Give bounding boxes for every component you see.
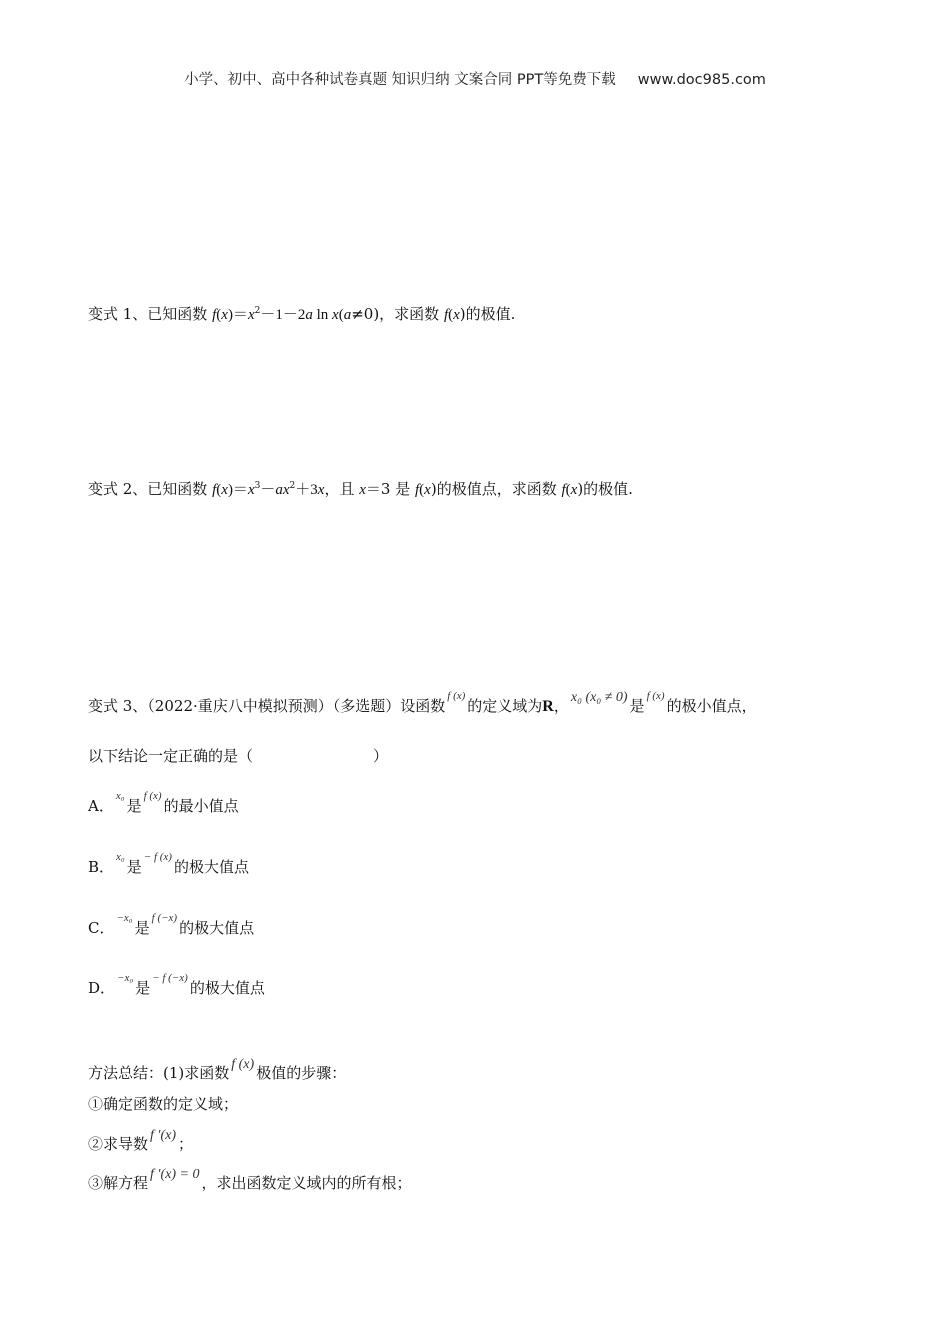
v2-f1: f bbox=[212, 482, 217, 498]
v3-fx2-formula: f (x) bbox=[646, 690, 665, 702]
header-text: 小学、初中、高中各种试卷真题 知识归纳 文案合同 PPT等免费下载 bbox=[184, 72, 616, 88]
v3-x0-formula: x₀ (x₀ ≠ 0) bbox=[570, 690, 628, 705]
v2-eq: )＝ bbox=[227, 482, 248, 498]
v1-a2: a bbox=[343, 307, 352, 323]
v2-p2: ( bbox=[419, 482, 425, 498]
v2-x2: x bbox=[247, 482, 255, 498]
option-a-m1: x₀ bbox=[115, 790, 125, 802]
option-d-letter: D． bbox=[88, 979, 116, 997]
method-l3-prefix: ②求导数 bbox=[88, 1135, 149, 1153]
v3-close: ） bbox=[373, 747, 389, 765]
method-line-2 bbox=[88, 1093, 238, 1115]
v2-x7: x bbox=[570, 482, 578, 498]
method-line-3 bbox=[88, 1128, 194, 1157]
option-c bbox=[88, 912, 255, 941]
v2-sup2: 2 bbox=[289, 481, 296, 491]
method-l4-prefix: ③解方程 bbox=[88, 1174, 149, 1192]
page-header bbox=[0, 68, 950, 89]
v1-p2: ( bbox=[338, 307, 344, 323]
option-d-m1: −x₀ bbox=[117, 972, 134, 984]
option-b-letter: B． bbox=[88, 858, 115, 876]
v2-prefix: 变式 2、已知函数 bbox=[88, 480, 213, 498]
v1-end: )的极值. bbox=[459, 305, 516, 323]
v1-ln: ln bbox=[312, 307, 333, 323]
v3-prefix: 变式 3、（2022·重庆八中模拟预测）（多选题）设函数 bbox=[88, 697, 446, 715]
v3-is: 是 bbox=[629, 697, 645, 715]
v2-end: )的极值. bbox=[577, 480, 633, 498]
v2-p1: ( bbox=[216, 482, 222, 498]
v1-x2: x bbox=[247, 307, 255, 323]
v2-x4: x bbox=[317, 482, 325, 498]
v1-x1: x bbox=[221, 307, 228, 323]
method-l1-prefix: 方法总结：(1)求函数 bbox=[88, 1064, 230, 1082]
v1-p3: ( bbox=[448, 307, 454, 323]
method-l3-formula: f ′(x) bbox=[150, 1128, 177, 1143]
option-d-m2: − f (−x) bbox=[152, 972, 188, 984]
option-c-text: 的极大值点 bbox=[179, 919, 255, 937]
option-c-m2: f (−x) bbox=[151, 912, 178, 924]
option-c-letter: C． bbox=[88, 919, 115, 937]
v3-comma: ， bbox=[553, 697, 569, 715]
v2-p3: ( bbox=[565, 482, 571, 498]
v1-x3: x bbox=[332, 307, 339, 323]
v2-x1: x bbox=[221, 482, 228, 498]
method-l1-suffix: 极值的步骤： bbox=[256, 1064, 347, 1082]
v3-tail: 的极小值点， bbox=[666, 697, 757, 715]
option-b-is: 是 bbox=[126, 858, 142, 876]
option-a bbox=[88, 790, 239, 819]
variant-1 bbox=[88, 303, 515, 326]
v3-line2: 以下结论一定正确的是（ bbox=[88, 747, 254, 765]
option-b-m2: − f (x) bbox=[143, 851, 172, 863]
v2-minus: － bbox=[260, 482, 276, 498]
option-b bbox=[88, 851, 249, 880]
v1-prefix: 变式 1、已知函数 bbox=[88, 305, 213, 323]
method-l3-suffix: ； bbox=[178, 1135, 194, 1153]
option-d-is: 是 bbox=[135, 979, 151, 997]
v1-x4: x bbox=[453, 307, 460, 323]
v2-eq3: ＝3 是 bbox=[365, 480, 415, 498]
v3-domain: 的定义域为 bbox=[467, 697, 543, 715]
option-b-text: 的极大值点 bbox=[173, 858, 249, 876]
v1-sup2: 2 bbox=[254, 306, 261, 316]
v2-f2: f bbox=[415, 482, 420, 498]
v1-eq: )＝ bbox=[227, 307, 248, 323]
variant-2 bbox=[88, 478, 633, 501]
v2-and: ，且 bbox=[324, 480, 360, 498]
v2-x3: x bbox=[282, 482, 290, 498]
v1-p1: ( bbox=[216, 307, 222, 323]
option-a-text: 的最小值点 bbox=[163, 797, 239, 815]
v1-ne: ≠0)，求函数 bbox=[351, 305, 444, 323]
method-line-4 bbox=[88, 1167, 412, 1196]
variant-3 bbox=[88, 690, 757, 719]
option-b-m1: x₀ bbox=[116, 851, 125, 863]
v1-f2: f bbox=[443, 307, 449, 323]
v2-x5: x bbox=[359, 482, 366, 498]
option-a-m2: f (x) bbox=[143, 790, 162, 802]
method-l2: ①确定函数的定义域； bbox=[88, 1095, 239, 1113]
v2-mid: )的极值点，求函数 bbox=[430, 480, 562, 498]
v2-f3: f bbox=[561, 482, 566, 498]
v2-x6: x bbox=[424, 482, 431, 498]
v2-a: a bbox=[275, 482, 283, 498]
method-l1-formula: f (x) bbox=[231, 1057, 255, 1072]
v2-plus: ＋3 bbox=[295, 482, 318, 498]
option-d bbox=[88, 972, 265, 1001]
method-l4-formula: f ′(x) = 0 bbox=[150, 1167, 200, 1182]
v3-fx-formula: f (x) bbox=[447, 690, 466, 702]
variant-3-line2 bbox=[88, 745, 388, 767]
v2-sup3: 3 bbox=[254, 481, 261, 491]
option-a-letter: A． bbox=[88, 797, 114, 815]
v3-R: R bbox=[542, 698, 554, 715]
v1-mid: －1－2 bbox=[260, 307, 306, 323]
option-d-text: 的极大值点 bbox=[189, 979, 265, 997]
method-line-1 bbox=[88, 1057, 347, 1086]
option-c-is: 是 bbox=[134, 919, 150, 937]
option-a-is: 是 bbox=[126, 797, 142, 815]
v1-a: a bbox=[305, 307, 313, 323]
option-c-m1: −x₀ bbox=[116, 912, 133, 924]
header-site: www.doc985.com bbox=[637, 72, 766, 88]
v1-f1: f bbox=[212, 307, 217, 323]
method-l4-suffix: ，求出函数定义域内的所有根； bbox=[201, 1174, 412, 1192]
